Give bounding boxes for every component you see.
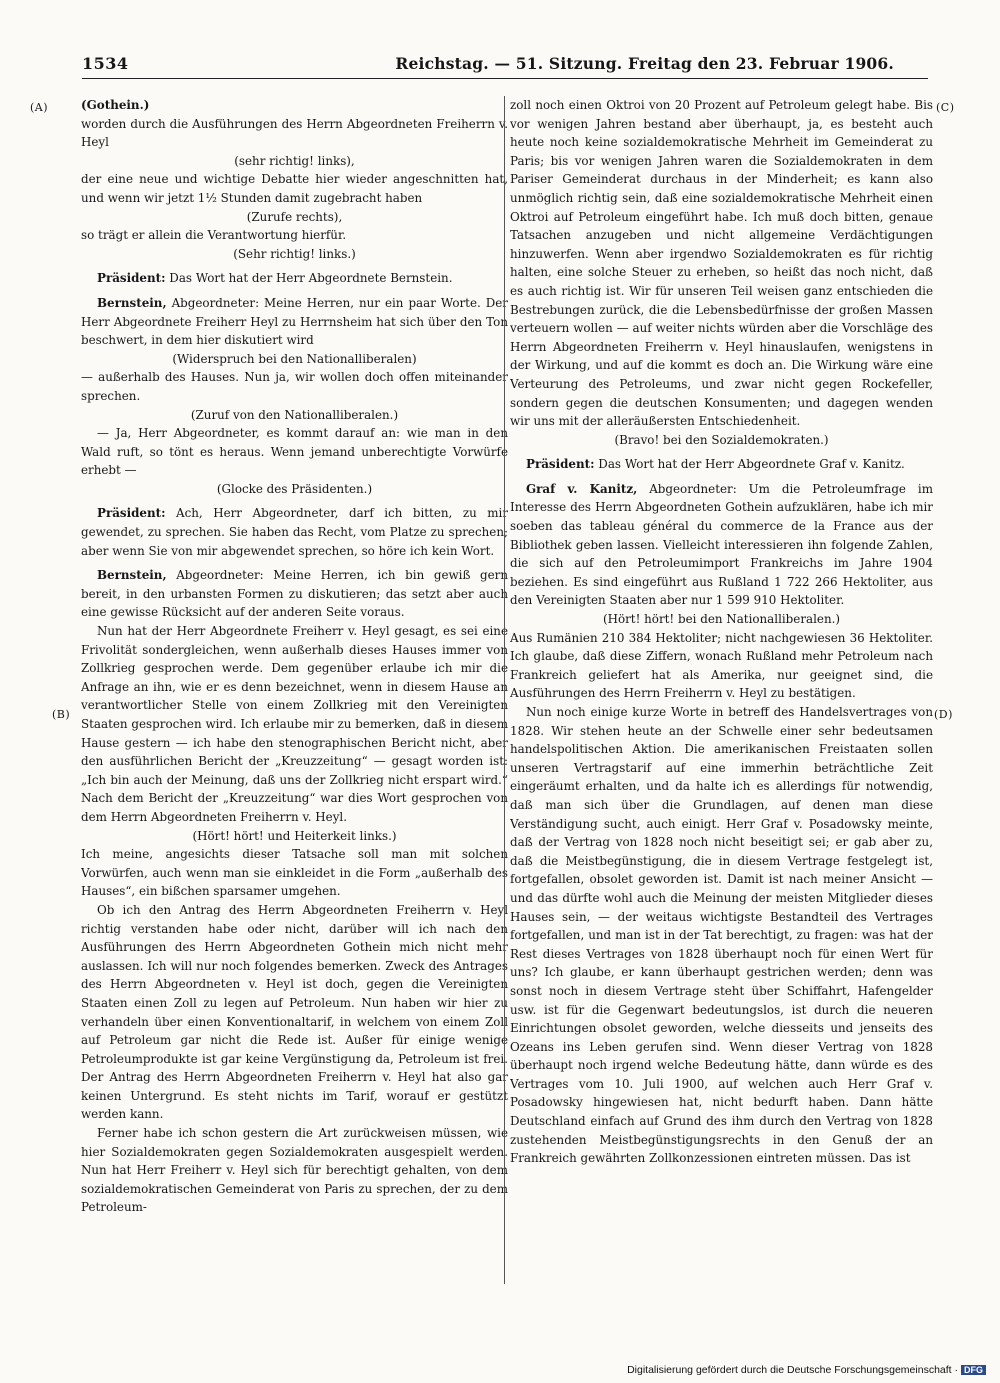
paragraph: Ferner habe ich schon gestern die Art zurückweisen müssen, wie hier Sozialdemokraten gegen Sozialdemokraten ausgespielt werden. Nun hat Herr Freiherr v. Heyl sich für berechtigt gehalten, von dem sozialdemokratischen Gemeinderat von Paris zu sprechen, der zu dem Petroleum-	[81, 1126, 508, 1215]
margin-marker-b: (B)	[52, 708, 71, 721]
interjection: (sehr richtig! links),	[234, 153, 355, 168]
interjection: (Sehr richtig! links.)	[233, 246, 356, 261]
paragraph: Präsident: Das Wort hat der Herr Abgeordnete Graf v. Kanitz.	[526, 457, 905, 472]
paragraph: zoll noch einen Oktroi von 20 Prozent auf Petroleum gelegt habe. Bis vor wenigen Jahren bestand aber überhaupt, ja, es besteht auch heute noch keine sozialdemokratische Mehrheit im Gemeinderat zu Paris; bis vor wenigen Jahren waren die Sozialdemokraten in dem Pariser Gemeinderat durchaus in der Minderheit; es kann also unmöglich richtig sein, daß eine sozialdemokratische Mehrheit einen Oktroi auf Petroleum eingeführt habe. Ich muß doch bitten, genaue Tatsachen anzugeben und nicht allgemeine Verdächtigungen hinzuwerfen. Wenn aber irgendwo Sozialdemokraten es für richtig halten, eine solche Steuer zu erheben, so heißt das noch nicht, daß es auch richtig ist. Wir für unseren Teil weisen ganz entschieden die Bestrebungen zurück, die die Lebensbedürfnisse der großen Massen verteuern wollen — auf weiter nichts würden aber die Vorschläge des Herrn Abgeordneten Freiherrn v. Heyl hinauslaufen, wenigstens in der Wirkung, und auf die kommt es doch an. Die Wirkung wäre eine Verteurung des Petroleums, und zwar nicht gegen Rockefeller, sondern gegen die deutschen Konsumenten; und dagegen wenden wir uns mit der alleräußersten Entschiedenheit.	[510, 98, 933, 429]
paragraph: Präsident: Ach, Herr Abgeordneter, darf ich bitten, zu mir gewendet, zu sprechen. Sie haben das Recht, vom Platze zu sprechen; aber wenn Sie von mir abgewendet sprechen, so höre ich kein Wort.	[81, 506, 508, 558]
paragraph: Ob ich den Antrag des Herrn Abgeordneten Freiherrn v. Heyl richtig verstanden habe oder nicht, darüber will ich nach den Ausführungen des Herrn Abgeordneten Gothein mich nicht mehr auslassen. Ich will nur noch folgendes bemerken. Zweck des Antrages des Herrn Abgeordneten v. Heyl ist doch, gegen die Vereinigten Staaten einen Zoll zu legen auf Petroleum. Nun haben wir hier zu verhandeln über einen Konventionaltarif, in welchem von einem Zoll auf Petroleum gar nicht die Rede ist. Außer für einige wenige Petroleumprodukte ist gar keine Vergünstigung da, Petroleum ist frei. Der Antrag des Herrn Abgeordneten Freiherrn v. Heyl hat also gar keinen Untergrund. Es steht nichts im Tarif, worauf er gestützt werden kann.	[81, 902, 508, 1122]
margin-marker-d: (D)	[934, 708, 953, 721]
paragraph: Nun noch einige kurze Worte in betreff des Handelsvertrages von 1828. Wir stehen heute an der Schwelle einer sehr bedeutsamen handelspolitischen Aktion. Die amerikanischen Freistaaten sollen unseren Vertragstarif auf eine immerhin beträchtliche Zeit eingeräumt erhalten, und da halte ich es allerdings für notwendig, daß man sich über die Grundlagen, auf denen man diese Verständigung sucht, auch einigt. Herr Graf v. Posadowsky meinte, daß der Vertrag von 1828 noch nicht beseitigt sei; er gab aber zu, daß die Meistbegünstigung, die in diesem Vertrage festgelegt ist, fortgefallen, obsolet geworden ist. Damit ist nach meiner Ansicht — und das dürfte wohl auch die Meinung der meisten Mitglieder dieses Hauses sein, — der weitaus wichtigste Bestandteil des Vertrages fortgefallen, und man ist in der Tat berechtigt, zu fragen: was hat der Rest dieses Vertrages von 1828 überhaupt noch für einen Wert für uns? Ich glaube, er kann überhaupt gestrichen werden; denn was sonst noch in diesem Vertrage steht über Schiffahrt, Hafengelder usw. ist für die Gegenwart bedeutungslos, ist durch die neueren Einrichtungen obsolet geworden, welche diesseits und jenseits des Ozeans ins Leben gerufen sind. Wenn dieser Vertrag von 1828 überhaupt noch irgend welche Bedeutung hätte, dann würde es des Vertrages vom 10. Juli 1900, auf welchen auch Herr Graf v. Posadowsky hingewiesen hat, nicht bedurft haben. Dann hätte Deutschland einfach auf Grund des ihm durch den Vertrag von 1828 zustehenden Meistbegünstigungsrechts in den Genuß der an Frankreich gewährten Zollkonzessionen eintreten müssen. Das ist	[510, 705, 933, 1166]
speaker-name: Präsident:	[97, 506, 166, 521]
paragraph: Ich meine, angesichts dieser Tatsache soll man mit solchen Vorwürfen, auch wenn man sie einkleidet in die Form „außerhalb des Hauses“, ein bißchen sparsamer umgehen.	[81, 847, 508, 899]
footer-text: Digitalisierung gefördert durch die Deutsche Forschungsgemeinschaft ·	[627, 1364, 958, 1376]
interjection: (Glocke des Präsidenten.)	[216, 481, 373, 496]
speaker-name: Bernstein,	[97, 295, 167, 310]
right-text-column	[510, 96, 933, 1284]
paragraph: so trägt er allein die Verantwortung hierfür.	[81, 228, 347, 243]
paragraph: Aus Rumänien 210 384 Hektoliter; nicht nachgewiesen 36 Hektoliter. Ich glaube, daß diese Ziffern, wonach Rußland mehr Petroleum nach Frankreich geliefert hat als Amerika, nur geeignet sind, die Ausführungen des Herrn Freiherrn v. Heyl zu bestätigen.	[510, 630, 933, 701]
paragraph: worden durch die Ausführungen des Herrn Abgeordneten Freiherrn v. Heyl	[81, 116, 508, 150]
paragraph: — außerhalb des Hauses. Nun ja, wir wollen doch offen miteinander sprechen.	[81, 370, 508, 403]
paragraph: Präsident: Das Wort hat der Herr Abgeordnete Bernstein.	[97, 271, 453, 286]
paragraph: der eine neue und wichtige Debatte hier wieder angeschnitten hat, und wenn wir jetzt 1½ Stunden damit zugebracht haben	[81, 172, 508, 205]
interjection: (Widerspruch bei den Nationalliberalen)	[172, 351, 417, 366]
column-divider	[504, 96, 505, 1284]
running-title: Reichstag. — 51. Sitzung. Freitag den 23. Februar 1906.	[395, 54, 894, 73]
paragraph: Nun hat der Herr Abgeordnete Freiherr v. Heyl gesagt, es sei eine Frivolität sondergleichen, wenn außerhalb dieses Hauses immer von Zollkrieg gesprochen werde. Dem gegenüber erlaube ich mir die Anfrage an ihn, wie er es denn bezeichnet, wenn in diesem Hause an verantwortlicher Stelle von einem Zollkrieg mit den Vereinigten Staaten gesprochen wird. Ich erlaube mir zu bemerken, daß in diesem Hause gestern — ich habe den stenographischen Bericht nicht, aber den ausführlichen Bericht der „Kreuzzeitung“ — gesagt worden ist: „Ich bin auch der Meinung, daß uns der Zollkrieg nicht erspart wird.“ Nach dem Bericht der „Kreuzzeitung“ war dies Wort gesprochen von dem Herrn Abgeordneten Freiherrn v. Heyl.	[81, 624, 508, 824]
interjection: (Bravo! bei den Sozialdemokraten.)	[614, 432, 829, 447]
page-header	[82, 54, 928, 79]
paragraph: Graf v. Kanitz, Abgeordneter: Um die Petroleumfrage im Interesse des Herrn Abgeordneten Gothein aufzuklären, habe ich mir soeben das tableau général du commerce de la France aus der Bibliothek geben lassen. Vielleicht interessieren ihn folgende Zahlen, die sich auf den Petroleumimport Frankreichs im Jahre 1904 beziehen. Es sind eingeführt aus Rußland 1 722 266 Hektoliter, aus den Vereinigten Staaten aber nur 1 599 910 Hektoliter.	[510, 481, 933, 608]
paragraph: Bernstein, Abgeordneter: Meine Herren, nur ein paar Worte. Der Herr Abgeordnete Freiherr Heyl zu Herrnsheim hat sich über den Ton beschwert, in dem hier diskutiert wird	[81, 295, 508, 348]
interjection: (Hört! hört! und Heiterkeit links.)	[192, 828, 397, 843]
speaker-name: Bernstein,	[97, 568, 167, 583]
margin-marker-a: (A)	[30, 101, 49, 114]
paragraph: Bernstein, Abgeordneter: Meine Herren, ich bin gewiß gern bereit, in den urbansten Formen zu diskutieren; das setzt aber auch eine gewisse Rücksicht auf der anderen Seite voraus.	[81, 568, 508, 620]
paragraph: — Ja, Herr Abgeordneter, es kommt darauf an: wie man in den Wald ruft, so tönt es heraus. Wenn jemand unberechtigte Vorwürfe erhebt —	[81, 426, 508, 478]
page-number: 1534	[82, 54, 129, 73]
dfg-logo: DFG	[961, 1365, 986, 1375]
margin-marker-c: (C)	[936, 101, 955, 114]
left-text-column	[81, 96, 508, 1284]
paragraph: (Gothein.)	[81, 98, 150, 112]
speaker-name: Präsident:	[526, 457, 595, 472]
interjection: (Zuruf von den Nationalliberalen.)	[190, 407, 399, 422]
digitization-credit	[627, 1364, 986, 1376]
speaker-name: Präsident:	[97, 271, 166, 286]
interjection: (Hört! hört! bei den Nationalliberalen.)	[602, 612, 841, 627]
interjection: (Zurufe rechts),	[246, 209, 343, 224]
speaker-name: Graf v. Kanitz,	[526, 481, 638, 496]
